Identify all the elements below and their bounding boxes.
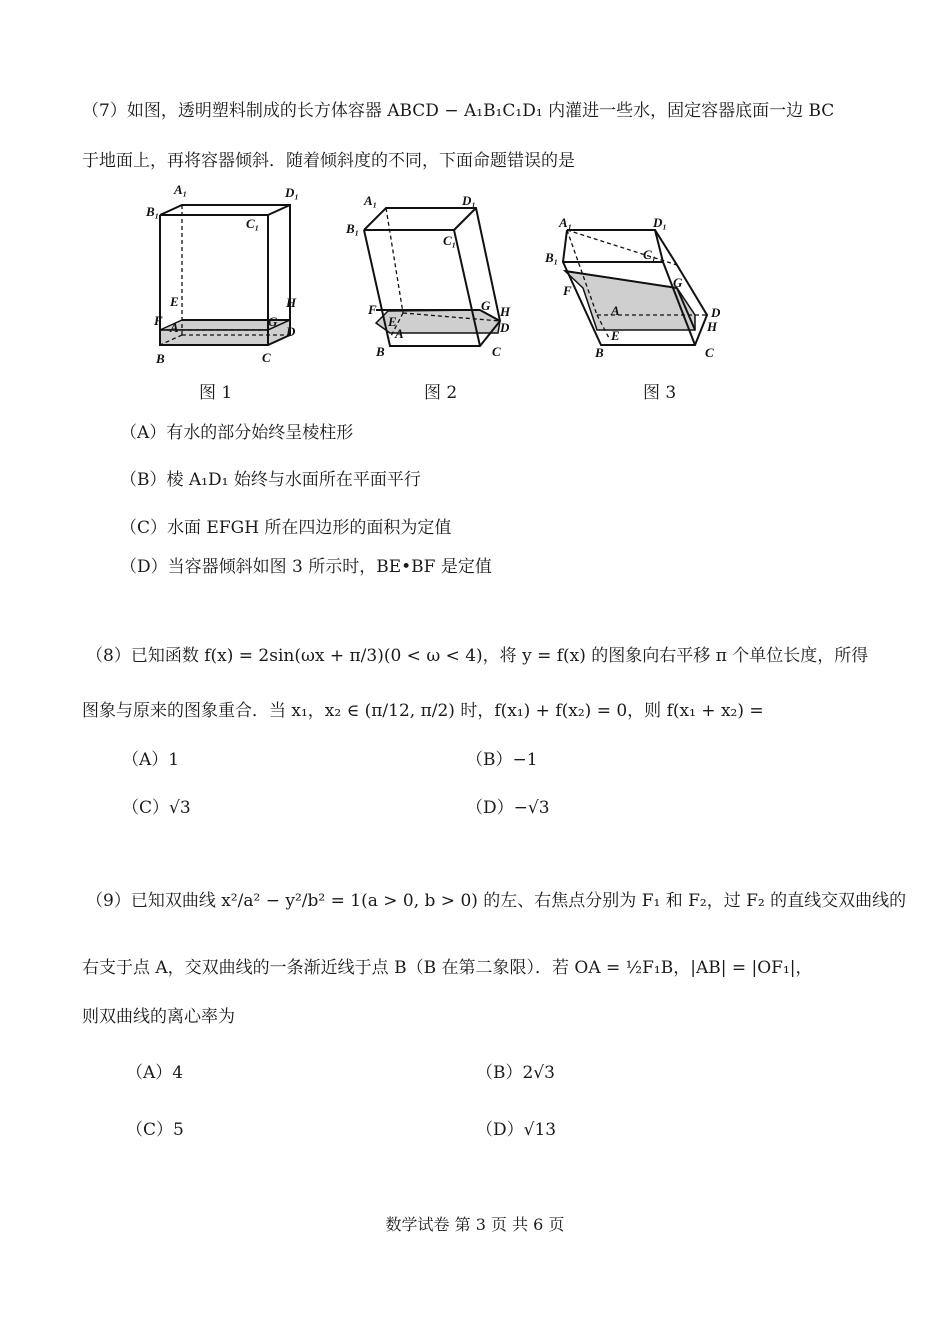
label-A1: A₁ — [174, 182, 188, 197]
q9-option-a: （A）4 — [126, 1063, 184, 1083]
label-A: A — [611, 303, 620, 318]
q9-stem-line2: 右支于点 A，交双曲线的一条渐近线于点 B（B 在第二象限）．若 OA = ½F₁B，|AB| = |OF₁|， — [82, 958, 813, 978]
label-E: E — [388, 314, 397, 329]
label-C1: C₁ — [643, 247, 657, 262]
q7-option-d: （D）当容器倾斜如图 3 所示时，BE•BF 是定值 — [120, 557, 492, 577]
label-C: C — [705, 345, 714, 360]
label-B1: B₁ — [346, 221, 360, 236]
q9-option-b: （B）2√3 — [476, 1063, 555, 1083]
label-G: G — [268, 314, 278, 329]
label-C: C — [262, 350, 271, 365]
label-C1: C₁ — [443, 233, 457, 248]
figure-3 — [545, 205, 735, 365]
q7-option-b: （B）棱 A₁D₁ 始终与水面所在平面平行 — [120, 470, 421, 490]
label-A: A — [395, 326, 404, 341]
label-A: A — [170, 320, 179, 335]
label-E: E — [611, 328, 620, 343]
figure-2 — [348, 188, 538, 368]
label-F: F — [154, 313, 163, 328]
label-C1: C₁ — [246, 216, 260, 231]
figure-3-caption: 图 3 — [643, 383, 677, 403]
label-D1: D₁ — [462, 193, 476, 208]
label-B1: B₁ — [545, 250, 559, 265]
q7-stem-line2: 于地面上，再将容器倾斜．随着倾斜度的不同，下面命题错误的是 — [82, 151, 575, 171]
q7-option-c: （C）水面 EFGH 所在四边形的面积为定值 — [120, 518, 452, 538]
q8-option-a: （A）1 — [122, 750, 180, 770]
label-F: F — [368, 302, 377, 317]
label-F: F — [563, 283, 572, 298]
label-B: B — [595, 345, 604, 360]
label-G: G — [673, 275, 683, 290]
label-D: D — [500, 320, 510, 335]
q8-stem-line2: 图象与原来的图象重合．当 x₁，x₂ ∈ (π/12, π/2) 时，f(x₁) + f(x₂) = 0，则 f(x₁ + x₂) = — [82, 701, 764, 721]
label-D: D — [711, 305, 721, 320]
label-D1: D₁ — [285, 185, 299, 200]
figure-2-caption: 图 2 — [424, 383, 458, 403]
q8-option-b: （B）−1 — [466, 750, 538, 770]
figure-1-caption: 图 1 — [199, 383, 233, 403]
label-B: B — [156, 351, 165, 366]
label-B1: B₁ — [146, 204, 160, 219]
label-H: H — [286, 295, 297, 310]
q9-stem-line3: 则双曲线的离心率为 — [82, 1007, 235, 1027]
q8-option-c: （C）√3 — [122, 798, 191, 818]
label-C: C — [492, 344, 501, 359]
label-A1: A₁ — [559, 215, 573, 230]
label-B: B — [376, 344, 385, 359]
page-footer: 数学试卷 第 3 页 共 6 页 — [385, 1215, 565, 1234]
q7-option-a: （A）有水的部分始终呈棱柱形 — [120, 423, 354, 443]
q8-stem-line1: （8）已知函数 f(x) = 2sin(ωx + π/3)(0 < ω < 4)，将 y = f(x) 的图象向右平移 π 个单位长度，所得 — [86, 646, 869, 666]
q7-stem-line1: （7）如图，透明塑料制成的长方体容器 ABCD − A₁B₁C₁D₁ 内灌进一些水，固定容器底面一边 BC — [82, 101, 835, 121]
label-H: H — [500, 304, 511, 319]
q9-option-c: （C）5 — [126, 1120, 184, 1140]
figure-1 — [140, 180, 320, 370]
label-E: E — [170, 294, 179, 309]
label-H: H — [707, 319, 718, 334]
q8-option-d: （D）−√3 — [466, 798, 550, 818]
label-G: G — [481, 298, 491, 313]
label-D: D — [286, 324, 296, 339]
label-D1: D₁ — [653, 215, 667, 230]
label-A1: A₁ — [364, 193, 378, 208]
q9-stem-line1: （9）已知双曲线 x²/a² − y²/b² = 1(a > 0, b > 0) 的左、右焦点分别为 F₁ 和 F₂，过 F₂ 的直线交双曲线的 — [86, 891, 907, 911]
q9-option-d: （D）√13 — [476, 1120, 557, 1140]
